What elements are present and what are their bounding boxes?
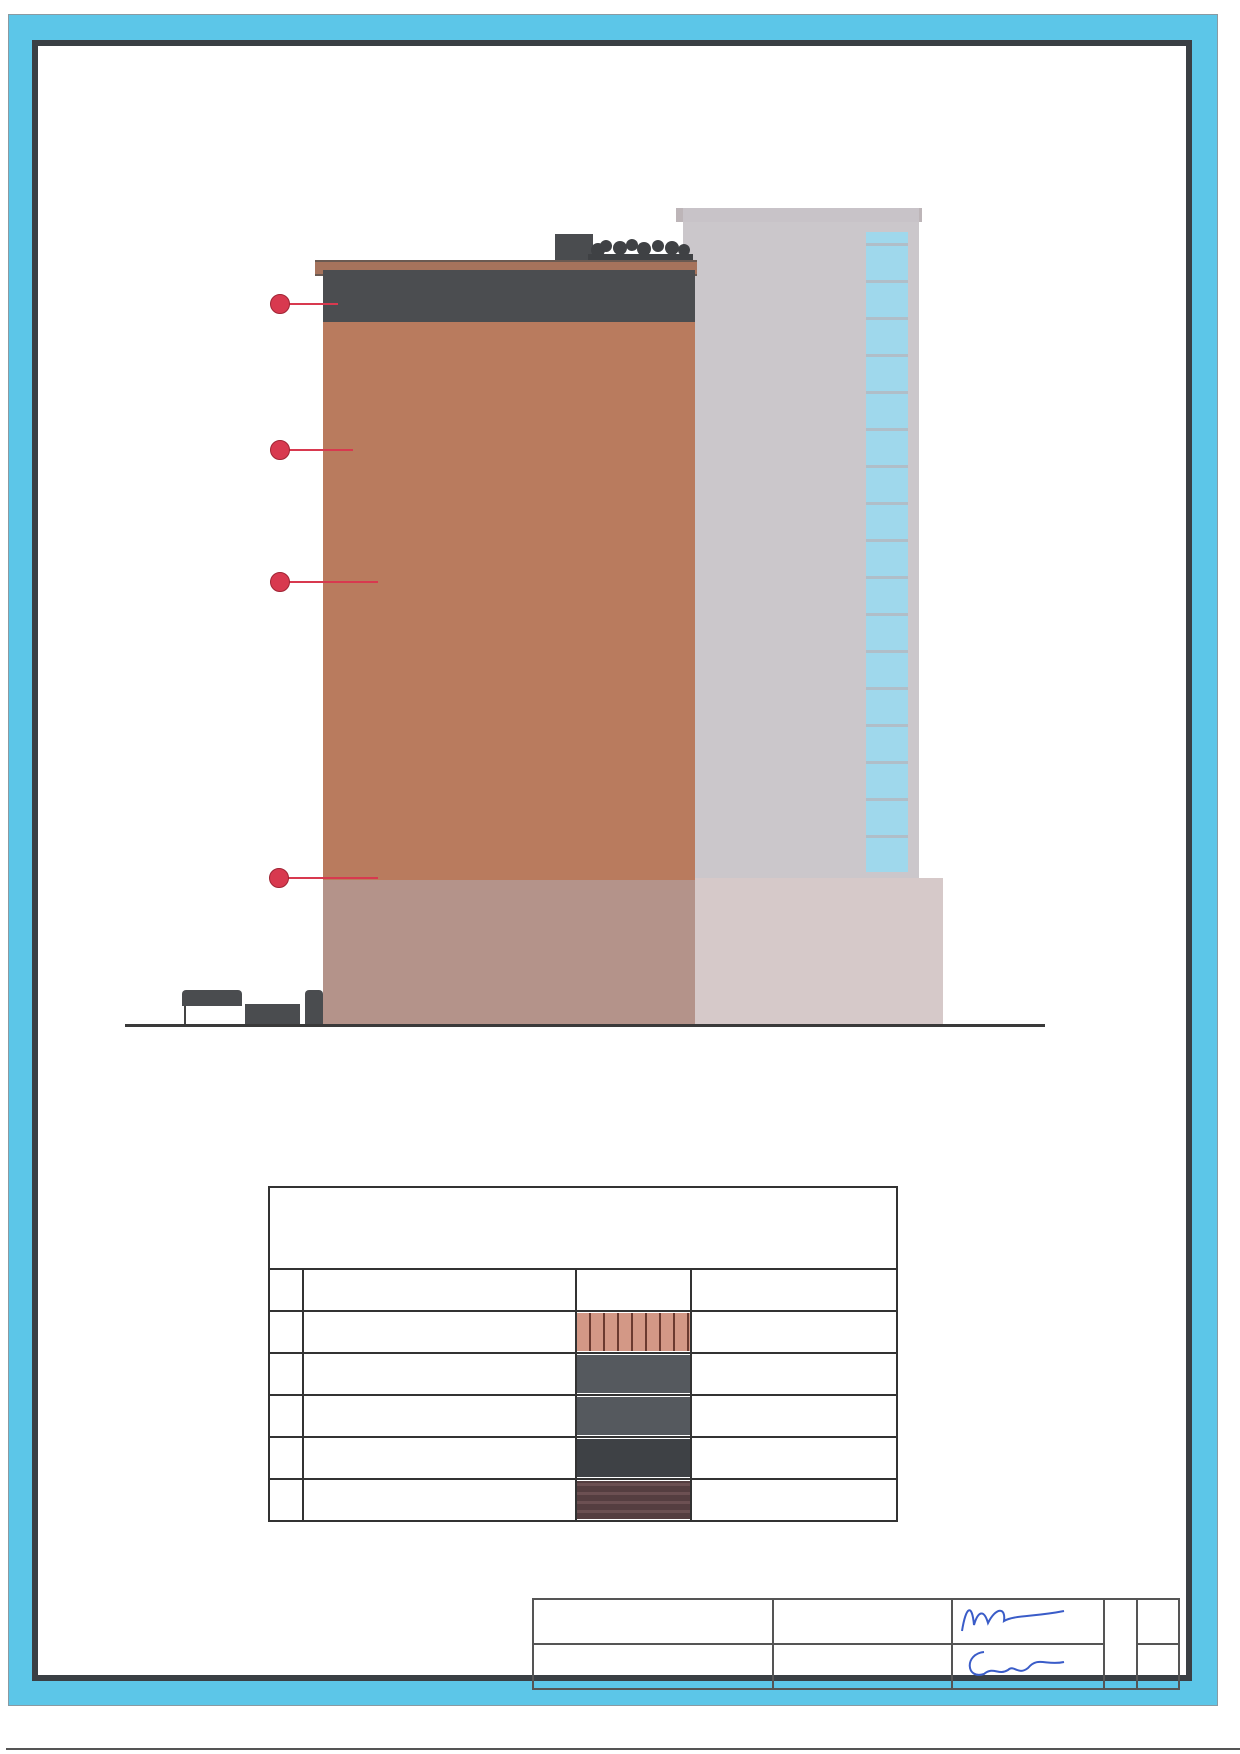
header-element xyxy=(303,1269,576,1311)
row-number xyxy=(269,1395,303,1437)
header-no xyxy=(269,1269,303,1311)
marker-3-leader xyxy=(288,877,378,879)
row-swatch xyxy=(576,1479,691,1521)
row-number xyxy=(269,1311,303,1353)
table-row xyxy=(269,1479,897,1521)
row-number xyxy=(269,1353,303,1395)
dark-panel-swatch xyxy=(577,1355,690,1393)
stamp-role-executor xyxy=(533,1644,773,1689)
row-material xyxy=(691,1395,897,1437)
signature-icon xyxy=(954,1601,1074,1637)
signature-2 xyxy=(952,1644,1105,1689)
row-element xyxy=(303,1311,576,1353)
table-row xyxy=(269,1395,897,1437)
ground-line xyxy=(125,1024,1045,1027)
table-row xyxy=(269,1437,897,1479)
row-element xyxy=(303,1395,576,1437)
marker-4-leader xyxy=(288,449,353,451)
row-material xyxy=(691,1353,897,1395)
material-marker-4 xyxy=(270,440,290,460)
row-material xyxy=(691,1437,897,1479)
total-sheets xyxy=(1137,1644,1179,1689)
row-number xyxy=(269,1437,303,1479)
materials-table-title xyxy=(269,1187,897,1269)
dark-panel-swatch xyxy=(577,1397,690,1435)
table-row xyxy=(269,1353,897,1395)
row-swatch xyxy=(576,1437,691,1479)
stamp-name-executor xyxy=(773,1644,952,1689)
row-material xyxy=(691,1479,897,1521)
stamp-name-chief-architect xyxy=(773,1599,952,1644)
marker-1-leader xyxy=(288,581,378,583)
materials-table xyxy=(268,1186,898,1522)
material-marker-1 xyxy=(270,572,290,592)
hedge-left xyxy=(182,990,242,1006)
signature-1 xyxy=(952,1599,1105,1644)
row-element xyxy=(303,1353,576,1395)
header-material xyxy=(691,1269,897,1311)
signature-icon xyxy=(954,1646,1074,1682)
stamp-role-chief-architect xyxy=(533,1599,773,1644)
table-row xyxy=(269,1311,897,1353)
row-swatch xyxy=(576,1353,691,1395)
row-element xyxy=(303,1437,576,1479)
shingle-swatch xyxy=(577,1481,690,1519)
top-floor-dark-cladding xyxy=(323,270,695,322)
row-element xyxy=(303,1479,576,1521)
row-swatch xyxy=(576,1395,691,1437)
row-material xyxy=(691,1311,897,1353)
hedge-right xyxy=(305,990,323,1024)
sheet-label xyxy=(1104,1599,1137,1689)
pvc-profile-swatch xyxy=(577,1439,690,1477)
roof-garden-plants-icon xyxy=(588,236,693,262)
spiral-binding xyxy=(20,0,1220,42)
entrance-block xyxy=(245,1004,300,1024)
page-bottom-edge xyxy=(6,1748,1240,1750)
main-tower-facade xyxy=(323,270,695,882)
ghost-podium xyxy=(683,878,943,1026)
marker-2-leader xyxy=(288,303,338,305)
sheet-number xyxy=(1137,1599,1179,1644)
planter-post xyxy=(184,1006,186,1024)
header-sample xyxy=(576,1269,691,1311)
material-marker-2 xyxy=(270,294,290,314)
ghost-curtain-wall xyxy=(866,232,908,872)
material-marker-3 xyxy=(269,868,289,888)
title-block xyxy=(532,1598,1180,1690)
brick-swatch xyxy=(577,1313,690,1351)
retail-podium xyxy=(323,880,695,1026)
materials-table-header xyxy=(269,1269,897,1311)
row-swatch xyxy=(576,1311,691,1353)
row-number xyxy=(269,1479,303,1521)
